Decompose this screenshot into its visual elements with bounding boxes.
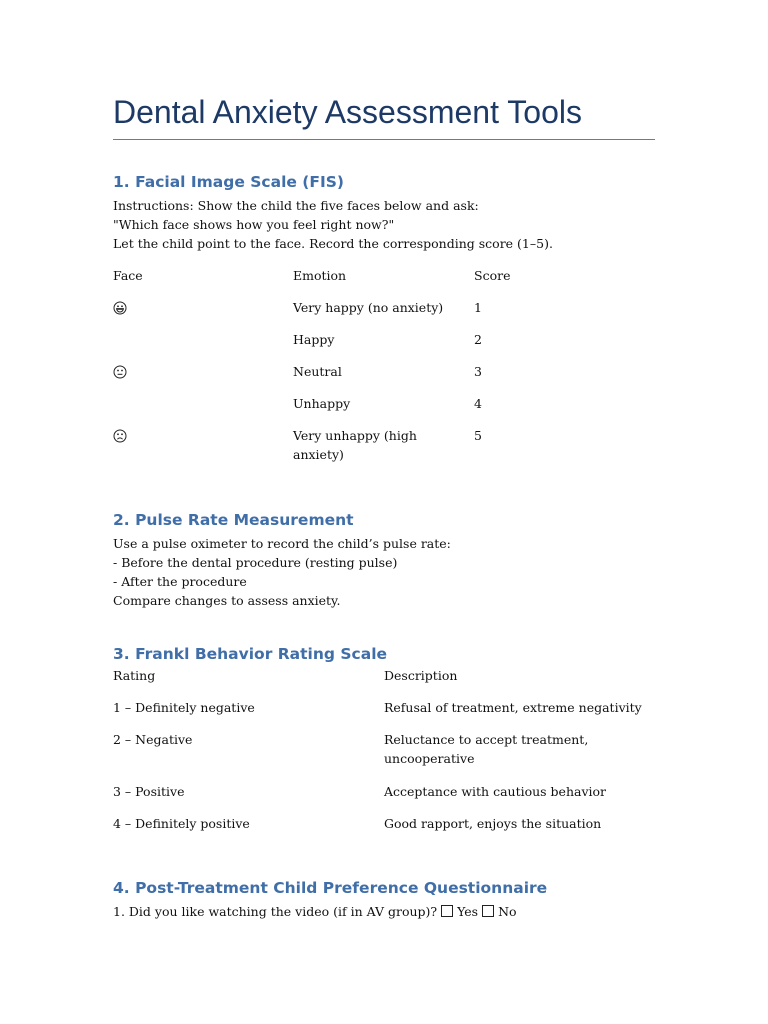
frankl-description-4: Good rapport, enjoys the situation — [384, 816, 602, 831]
frankl-header-rating: Rating — [113, 668, 156, 683]
section-heading-pulse: 2. Pulse Rate Measurement — [113, 511, 354, 529]
section-heading-frankl: 3. Frankl Behavior Rating Scale — [113, 645, 388, 663]
frankl-rating-3: 3 – Positive — [113, 784, 185, 799]
fis-header-face: Face — [113, 268, 143, 283]
frankl-description-3: Acceptance with cautious behavior — [384, 784, 607, 799]
section-heading-questionnaire: 4. Post-Treatment Child Preference Questionnaire — [113, 879, 548, 897]
pulse-line-2: - Before the dental procedure (resting pulse) — [113, 555, 398, 570]
question-1-text: 1. Did you like watching the video (if in AV group)? — [113, 904, 438, 919]
pulse-line-1: Use a pulse oximeter to record the child’s pulse rate: — [113, 536, 451, 551]
grinning-face-icon — [113, 301, 127, 315]
frankl-description-2: Reluctance to accept treatment, uncooperative — [384, 732, 589, 766]
no-checkbox[interactable] — [482, 905, 494, 917]
yes-checkbox[interactable] — [441, 905, 453, 917]
fis-score-4: 4 — [474, 396, 482, 411]
no-option-label: No — [498, 904, 517, 919]
section-heading-fis: 1. Facial Image Scale (FIS) — [113, 173, 344, 191]
frankl-rating-1: 1 – Definitely negative — [113, 700, 255, 715]
fis-emotion-4: Unhappy — [293, 396, 351, 411]
yes-option-label: Yes — [457, 904, 479, 919]
fis-emotion-3: Neutral — [293, 364, 342, 379]
neutral-face-icon — [113, 365, 127, 379]
instruction-line-3: Let the child point to the face. Record the corresponding score (1–5). — [113, 236, 553, 251]
fis-score-1: 1 — [474, 300, 482, 315]
question-1 — [113, 902, 517, 921]
document-title: Dental Anxiety Assessment Tools — [113, 94, 582, 130]
title-underline — [113, 139, 655, 140]
frowning-face-icon — [113, 429, 127, 443]
fis-emotion-2: Happy — [293, 332, 335, 347]
fis-header-emotion: Emotion — [293, 268, 347, 283]
fis-score-5: 5 — [474, 428, 482, 443]
frankl-description-1: Refusal of treatment, extreme negativity — [384, 700, 642, 715]
frankl-rating-4: 4 – Definitely positive — [113, 816, 250, 831]
fis-header-score: Score — [474, 268, 511, 283]
fis-emotion-1: Very happy (no anxiety) — [293, 300, 444, 315]
pulse-line-3: - After the procedure — [113, 574, 247, 589]
instruction-line-2: "Which face shows how you feel right now?" — [113, 217, 395, 232]
pulse-line-4: Compare changes to assess anxiety. — [113, 593, 341, 608]
frankl-header-description: Description — [384, 668, 458, 683]
fis-score-2: 2 — [474, 332, 482, 347]
frankl-rating-2: 2 – Negative — [113, 732, 193, 747]
fis-score-3: 3 — [474, 364, 482, 379]
fis-emotion-5: Very unhappy (high anxiety) — [293, 428, 417, 462]
instruction-line-1: Instructions: Show the child the five faces below and ask: — [113, 198, 479, 213]
